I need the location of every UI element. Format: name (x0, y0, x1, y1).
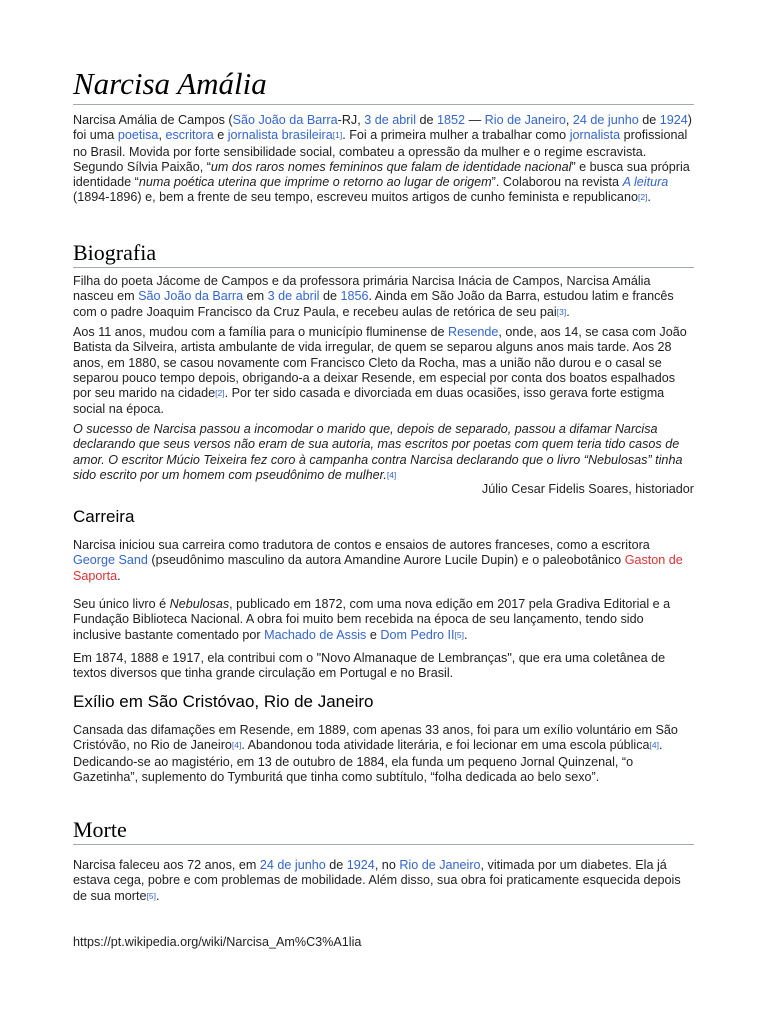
text: , publicado em 1872, com uma nova edição em 2017 pela Gradiva Editorial e a Fundação Biblioteca Nacional. A obra foi muito bem recebida na época de seu lançamento, tendo sido inclusive bastante comentado por (73, 597, 671, 642)
text: ” e busca sua própria identidade “ (73, 159, 690, 190)
section-heading-carreira: Carreira (73, 507, 135, 526)
reference-link[interactable]: [2] (637, 192, 648, 203)
link-1852[interactable]: 1852 (437, 113, 466, 127)
link-dom-pedro-ii[interactable]: Dom Pedro II (380, 627, 455, 642)
link-sao-joao-da-barra[interactable]: São João da Barra (232, 113, 338, 127)
page-title: Narcisa Amália (73, 66, 267, 101)
redlink-gaston-de-saporta[interactable]: Gaston de Saporta (73, 553, 683, 583)
link-3-de-abril[interactable]: 3 de abril (364, 113, 417, 127)
text: (1894-1896) e, bem a frente de seu tempo, escreveu muitos artigos de cunho feminista e republicano (73, 190, 638, 205)
link-escritora[interactable]: escritora (165, 128, 214, 143)
text: de (416, 113, 438, 127)
link-george-sand[interactable]: George Sand (73, 553, 148, 568)
section-heading-morte: Morte (73, 817, 127, 842)
carreira-paragraph-3: Em 1874, 1888 e 1917, ela contribui com o "Novo Almanaque de Lembranças", que era uma coletânea de textos diversos que tinha grande circulação em Portugal e no Brasil. (73, 651, 666, 681)
text: , onde, aos 14, se casa com João Batista da Silveira, artista ambulante de vida irregular, de quem se separou alguns anos mais tarde. Aos 28 anos, em 1880, se casou novamente com Francisco Cleto da Rocha, mas a união não durou e o casal se separou pouco tempo depois, obrigando-a a deixar Resende, em especial por conta dos boatos espalhados por seu marido na cidade (73, 325, 687, 401)
text: Narcisa iniciou sua carreira como tradutora de contos e ensaios de autores franceses, como a escritora (73, 538, 650, 552)
morte-paragraph-1 (73, 858, 694, 905)
text: (pseudônimo masculino da autora Amandine Aurore Lucile Dupin) e o paleobotânico (147, 553, 625, 568)
text: . Foi a primeira mulher a trabalhar como (342, 128, 570, 143)
italic-quote: numa poética uterina que imprime o retorno ao lugar de origem (138, 175, 492, 190)
text: de (319, 289, 341, 304)
link-24-de-junho[interactable]: 24 de junho (259, 858, 326, 872)
text: . Dedicando-se ao magistério, em 13 de outubro de 1884, ela funda um pequeno Jornal Quinzenal, “o Gazetinha”, suplemento do Tymburitá que tinha como subtítulo, “folha dedicada ao belo sexo”. (73, 738, 663, 784)
text: Cansada das difamações em Resende, em 1889, com apenas 33 anos, foi para um exílio voluntário em São Cristóvão, no Rio de Janeiro (73, 723, 678, 753)
reference-link[interactable]: [5] (454, 629, 465, 640)
text: , (565, 113, 573, 127)
link-1856[interactable]: 1856 (340, 289, 369, 304)
intro-paragraph (73, 113, 694, 207)
text: . Por ter sido casada e divorciada em duas ocasiões, isso gerava forte estigma social na época. (73, 386, 665, 417)
reference-link[interactable]: [4] (231, 740, 242, 751)
text: de (325, 858, 347, 872)
section-heading-biografia: Biografia (73, 240, 157, 265)
text: Filha do poeta Jácome de Campos e da professora primária Narcisa Inácia de Campos, Narcisa Amália nasceu em (73, 274, 651, 304)
text: profissional no Brasil. Movida por forte sensibilidade social, combateu a opressão da mulher e o regime escravista. Segundo Sílvia Paixão, “ (73, 128, 688, 174)
text: -RJ, (337, 113, 365, 127)
link-machado-de-assis[interactable]: Machado de Assis (264, 627, 367, 642)
text: , no (374, 858, 400, 872)
biografia-paragraph-1 (73, 274, 694, 321)
section-divider (73, 267, 694, 268)
text: de (638, 113, 660, 127)
text: . Ainda em São João da Barra, estudou latim e francês com o padre Joaquim Francisco da Cruz Paula, e recebeu aulas de retórica de seu pai (73, 289, 674, 319)
section-divider (73, 844, 694, 845)
source-url: https://pt.wikipedia.org/wiki/Narcisa_Am%C3%A1lia (73, 935, 362, 949)
biografia-paragraph-2 (73, 325, 694, 418)
exilio-paragraph-1 (73, 723, 694, 785)
reference-link[interactable]: [4] (649, 740, 659, 751)
text: Narcisa faleceu aos 72 anos, em (73, 858, 260, 872)
text: ”. Colaborou na revista (491, 175, 623, 190)
text: ) foi uma (73, 113, 692, 143)
text: . (464, 627, 468, 642)
text: . Abandonou toda atividade literária, e foi lecionar em uma escola pública (241, 738, 650, 753)
text: Narcisa Amália de Campos ( (73, 113, 233, 127)
reference-link[interactable]: [2] (215, 388, 225, 399)
reference-link[interactable]: [1] (332, 130, 343, 141)
text: em (243, 289, 268, 304)
italic-quote: um dos raros nomes femininos que falam de identidade nacional (210, 159, 572, 174)
text: Aos 11 anos, mudou com a família para o município fluminense de (73, 325, 448, 339)
reference-link[interactable]: [4] (386, 469, 397, 480)
link-rio-de-janeiro[interactable]: Rio de Janeiro (484, 113, 566, 127)
title-divider (73, 104, 694, 105)
text: . (647, 190, 651, 205)
link-1924[interactable]: 1924 (659, 113, 688, 127)
link-3-de-abril[interactable]: 3 de abril (267, 289, 320, 304)
reference-link[interactable]: [5] (146, 890, 156, 901)
blockquote (73, 422, 694, 484)
text: — (465, 113, 485, 127)
text: . (155, 888, 160, 903)
link-jornalista-brasileira[interactable]: jornalista brasileira (227, 128, 333, 143)
text: e (366, 627, 381, 642)
carreira-paragraph-1 (73, 538, 694, 584)
link-24-de-junho[interactable]: 24 de junho (572, 113, 639, 127)
link-1924[interactable]: 1924 (346, 858, 375, 872)
carreira-paragraph-2 (73, 597, 694, 644)
text: Seu único livro é (73, 597, 170, 611)
text: . (117, 568, 121, 583)
text: e (213, 128, 228, 143)
text: , vitimada por um diabetes. Ela já estava cega, pobre e com problemas de mobilidade. Além disso, sua obra foi praticamente esquecida depois de sua morte (73, 858, 681, 903)
text: . (566, 304, 570, 319)
section-heading-exilio: Exílio em São Cristóvao, Rio de Janeiro (73, 692, 374, 711)
reference-link[interactable]: [3] (556, 306, 567, 317)
book-title: Nebulosas (169, 597, 230, 611)
link-sao-joao-da-barra[interactable]: São João da Barra (138, 289, 244, 304)
link-poetisa[interactable]: poetisa (117, 128, 159, 143)
quote-attribution: Júlio Cesar Fidelis Soares, historiador (481, 482, 694, 496)
quote-text: O sucesso de Narcisa passou a incomodar o marido que, depois de separado, passou a difamar Narcisa declarando que seus versos não eram de sua autoria, mas escritos por poetas com quem teria tido casos de amor. O escritor Múcio Teixeira fez coro à campanha contra Narcisa declarando que o livro “Nebulosas” tinha sido escrito por um homem com pseudônimo de mulher. (73, 422, 683, 482)
text: , (158, 128, 166, 143)
link-jornalista[interactable]: jornalista (569, 128, 621, 143)
link-a-leitura[interactable]: A leitura (622, 175, 669, 190)
link-resende[interactable]: Resende (447, 325, 499, 339)
link-rio-de-janeiro[interactable]: Rio de Janeiro (399, 858, 481, 872)
